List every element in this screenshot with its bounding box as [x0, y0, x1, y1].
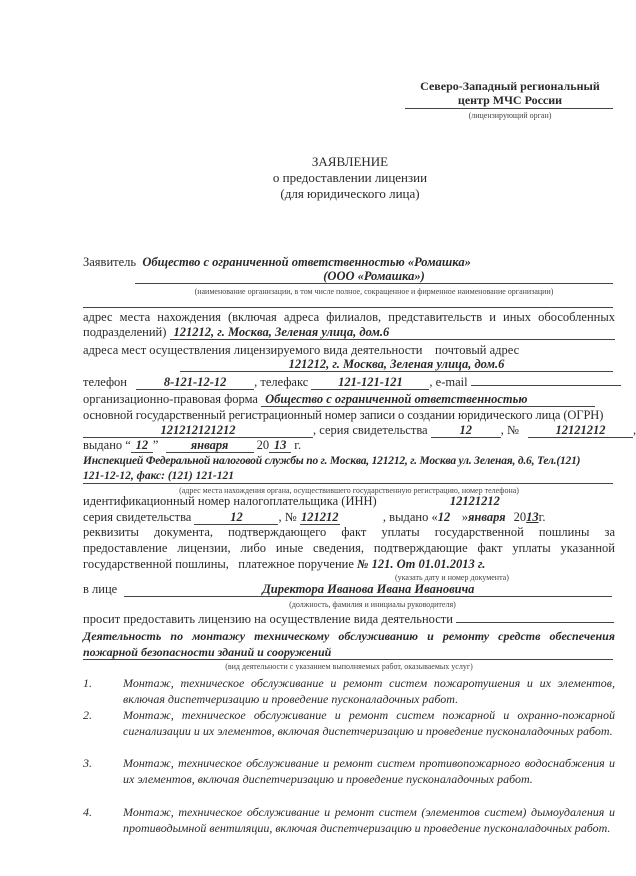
inn-year-unit: г. — [538, 510, 546, 524]
legal-form-row — [83, 392, 615, 407]
authority-caption: (лицензирующий орган) — [468, 111, 552, 120]
applicant-row — [83, 255, 615, 270]
activity-address-row — [83, 343, 615, 358]
work-item-number: 4. — [83, 805, 92, 819]
legal-form-label: организационно-правовая форма — [83, 392, 258, 406]
location-value: 121212, г. Москва, Зеленая улица, дом.6 — [170, 326, 615, 340]
location-row — [83, 325, 615, 340]
ogrn-year-suffix: 13 — [269, 439, 291, 453]
fee-caption: (указать дату и номер документа) — [395, 573, 509, 582]
ogrn-year-prefix: 20 — [256, 438, 270, 452]
fax-value: 121-121-121 — [311, 376, 429, 390]
request-label: просит предоставить лицензию на осуществление вида деятельности — [83, 612, 453, 626]
email-label: , e-mail — [429, 375, 468, 389]
licensing-authority-line2: центр МЧС России — [457, 93, 563, 107]
phone-value: 8-121-12-12 — [136, 376, 254, 390]
representative-value: Директора Иванова Ивана Ивановича — [124, 583, 612, 597]
inn-number-label: , № — [278, 510, 297, 524]
inn-label: идентификационный номер налогоплательщика (ИНН) — [83, 494, 377, 508]
ogrn-authority-caption: (адрес места нахождения органа, осуществившего государственную регистрацию, номер телефона) — [179, 486, 519, 495]
applicant-caption: (наименование организации, в том числе полное, сокращенное и фирменное наименование организации) — [194, 287, 554, 296]
work-item-text: Монтаж, техническое обслуживание и ремонт систем пожарной и охранно-пожарной сигнализации и их элементов, включая диспетчеризацию и проведение пусконаладочных работ. — [123, 708, 615, 738]
ogrn-issued-label: выдано “ — [83, 438, 131, 452]
work-item-number: 3. — [83, 756, 92, 770]
representative-caption: (должность, фамилия и инициалы руководителя) — [289, 600, 456, 609]
fee-line3: государственной пошлины, платежное поручение — [83, 557, 354, 571]
ogrn-year-unit: г. — [294, 438, 302, 452]
work-item — [83, 676, 615, 707]
representative-label: в лице — [83, 582, 118, 596]
ogrn-number-label: , № — [500, 423, 519, 437]
work-item-number: 1. — [83, 676, 92, 690]
ogrn-issued-month: января — [166, 439, 254, 453]
legal-form-value: Общество с ограниченной ответственностью — [261, 393, 595, 407]
activity-caption: (вид деятельности с указанием выполняемых работ, оказываемых услуг) — [225, 662, 473, 671]
work-item-number: 2. — [83, 708, 92, 722]
licensing-authority-line1: Северо-Западный региональный — [420, 79, 600, 93]
ogrn-issued-row — [83, 438, 615, 453]
inn-issued-day: 12 — [437, 510, 451, 524]
postal-address-label: почтовый адрес — [435, 343, 520, 357]
work-item — [83, 805, 615, 836]
inn-series-value: 12 — [194, 511, 278, 525]
ogrn-series-value: 12 — [431, 424, 501, 438]
activity-address-label: адреса мест осуществления лицензируемого вида деятельности — [83, 343, 423, 357]
document-subtitle-2: (для юридического лица) — [280, 186, 420, 201]
ogrn-number-value: 12121212 — [528, 424, 633, 438]
work-item-text: Монтаж, техническое обслуживание и ремонт систем пожаротушения и их элементов, включая диспетчеризацию и проведение пусконаладочных работ. — [123, 676, 615, 706]
ogrn-authority-line2: 121-12-12, факс: (121) 121-121 — [83, 469, 613, 484]
fee-line1: реквизиты документа, подтверждающего факт уплаты государственной пошлины за — [83, 525, 615, 539]
document-subtitle: о предоставлении лицензии — [272, 170, 428, 185]
divider — [83, 307, 613, 308]
request-row — [83, 612, 615, 627]
ogrn-day-close: ” — [152, 438, 159, 452]
contacts-row — [83, 375, 615, 390]
inn-day-close: » — [461, 510, 468, 524]
activity-line1: Деятельность по монтажу техническому обслуживанию и ремонту средств обеспечения — [83, 629, 615, 643]
email-value — [471, 385, 621, 386]
representative-row — [83, 582, 615, 597]
inn-year-prefix: 20 — [513, 510, 527, 524]
ogrn-row: 121212121212 , серия свидетельства 12 , № 12121212 , — [83, 423, 615, 438]
ogrn-label: основной государственный регистрационный номер записи о создании юридического лица (ОГРН) — [83, 408, 604, 422]
phone-label: телефон — [83, 375, 127, 389]
inn-row — [83, 494, 615, 509]
location-label: адрес места нахождения (включая адреса филиалов, представительств и иных обособленных — [83, 310, 615, 324]
inn-issued-label: , выдано « — [382, 510, 438, 524]
document-title: ЗАЯВЛЕНИЕ — [311, 154, 389, 169]
inn-cert-row — [83, 510, 615, 525]
inn-series-label: серия свидетельства — [83, 510, 192, 524]
authority-underline — [405, 108, 613, 109]
fee-document-value: № 121. От 01.01.2013 г. — [357, 557, 486, 571]
location-label-2: подразделений) — [83, 325, 167, 339]
inn-value: 12121212 — [449, 494, 500, 508]
fee-line2: предоставление лицензии, либо иные сведения, подтверждающие факт уплаты указанной — [83, 541, 615, 555]
work-item-text: Монтаж, техническое обслуживание и ремонт систем противопожарного водоснабжения и их элементов, включая диспетчеризацию и проведение пусконаладочных работ. — [123, 756, 615, 786]
applicant-full-name: Общество с ограниченной ответственностью «Ромашка» — [142, 255, 471, 269]
applicant-label: Заявитель — [83, 255, 137, 269]
ogrn-series-label: , серия свидетельства — [313, 423, 428, 437]
work-item — [83, 708, 615, 739]
activity-line2: пожарной безопасности зданий и сооружений — [83, 645, 613, 660]
ogrn-value: 121212121212 — [83, 424, 313, 438]
fee-row — [83, 557, 615, 572]
ogrn-issued-day: 12 — [131, 439, 153, 453]
work-item — [83, 756, 615, 787]
inn-year-suffix: 13 — [526, 510, 539, 524]
activity-address-value: 121212, г. Москва, Зеленая улица, дом.6 — [180, 358, 613, 372]
work-item-text: Монтаж, техническое обслуживание и ремонт систем (элементов систем) дымоудаления и противодымной вентиляции, включая диспетчеризацию и проведение пусконаладочных работ. — [123, 805, 615, 835]
applicant-short-name: (ООО «Ромашка») — [135, 270, 613, 284]
fax-label: , телефакс — [254, 375, 309, 389]
ogrn-authority-line1: Инспекцией Федеральной налоговой службы по г. Москва, 121212, г. Москва ул. Зеленая, д.6, Тел.(121) — [83, 455, 581, 467]
request-blank — [456, 622, 614, 623]
inn-number-value: 121212 — [301, 510, 339, 524]
inn-issued-month: января — [467, 510, 506, 524]
